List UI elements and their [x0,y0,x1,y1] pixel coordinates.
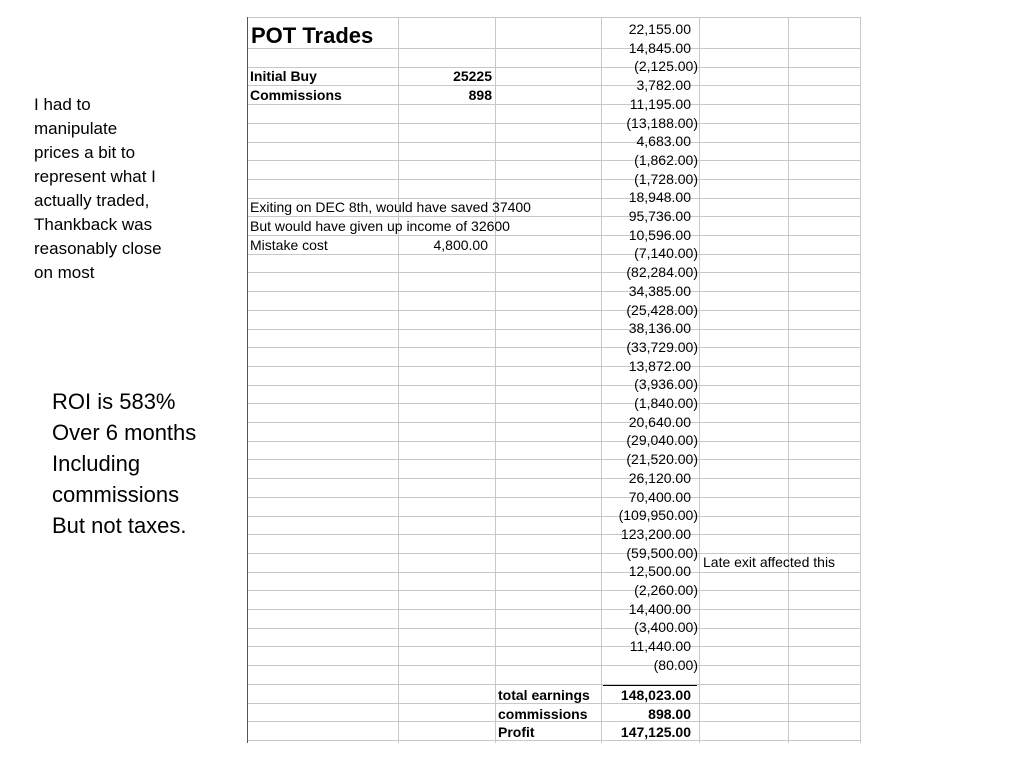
trade-value: 34,385.00 [628,282,691,299]
trade-value: 70,400.00 [628,488,691,505]
trade-value: (82,284.00) [626,264,698,281]
trade-value: (1,840.00) [634,395,698,411]
trade-value: (29,040.00) [626,432,698,449]
gridline [247,478,860,479]
trade-value: (13,188.00) [626,114,698,131]
trade-value: 3,782.00 [636,77,691,94]
exit-note: Exiting on DEC 8th, would have saved 37400 [250,199,531,215]
trade-value: 38,136.00 [628,320,691,337]
profit-label: Profit [498,724,535,740]
gridline [247,534,860,535]
trade-value: (2,260.00) [634,582,698,598]
gridline [247,441,860,442]
gridline [495,17,496,743]
gridline [247,67,860,68]
gridline [247,665,860,666]
gridline [247,572,860,573]
trade-value: (1,728.00) [634,170,698,187]
mistake-cost-value: 4,800.00 [433,237,488,253]
trade-value: 11,440.00 [629,638,691,655]
trade-value: 95,736.00 [628,208,691,224]
initial-buy-label: Initial Buy [250,68,317,84]
gridline [247,347,860,348]
gridline [699,17,700,743]
gridline [247,497,860,498]
gridline [247,684,860,685]
gridline [247,459,860,460]
gridline [247,254,860,255]
mistake-cost-label: Mistake cost [250,237,328,253]
total-earnings-value: 148,023.00 [620,687,691,703]
gridline [247,17,860,18]
trade-value: 20,640.00 [628,413,691,430]
gridline [247,628,860,629]
gridline [860,17,861,743]
gridline [247,291,860,292]
trade-value: (3,400.00) [634,619,698,636]
gridline [247,403,860,404]
gridline [247,160,860,161]
trade-value: 4,683.00 [636,133,691,150]
trade-value: 26,120.00 [628,469,691,486]
trade-value: 10,596.00 [628,226,691,243]
trade-value: 22,155.00 [628,21,691,37]
late-exit-note: Late exit affected this [703,554,836,570]
trade-note: I had to manipulate prices a bit to represent what I actually traded, Thankback was reasonably close on most [34,95,162,282]
trade-value: (109,950.00) [618,507,698,524]
trade-value: 13,872.00 [628,357,691,374]
gridline [247,366,860,367]
pot-trades-spreadsheet [247,17,860,743]
initial-buy-value: 25225 [453,68,492,84]
gridline [247,646,860,647]
gridline [247,516,860,517]
trade-value: (21,520.00) [626,451,698,468]
total-earnings-label: total earnings [498,687,590,703]
trade-value: 14,400.00 [628,600,691,617]
trade-value: (3,936.00) [634,376,698,393]
gridline [247,310,860,311]
trade-value: (2,125.00) [634,58,698,75]
trade-value: 14,845.00 [628,39,691,56]
roi-summary-note: ROI is 583% Over 6 months Including commissions But not taxes. [52,389,197,538]
trade-value: (7,140.00) [634,245,698,262]
trade-value: 18,948.00 [628,189,691,206]
gridline [247,17,248,743]
trade-value: (1,862.00) [634,151,698,168]
gridline [247,272,860,273]
trade-value: (33,729.00) [626,338,698,355]
trade-value: 11,195.00 [629,95,691,112]
income-note: But would have given up income of 32600 [250,218,510,234]
gridline [247,123,860,124]
gridline [247,740,860,741]
gridline [601,17,602,743]
total-commissions-value: 898.00 [648,706,691,722]
total-commissions-label: commissions [498,706,588,722]
trade-value: (25,428.00) [626,301,698,318]
gridline [247,609,860,610]
commissions-value: 898 [468,87,492,103]
trade-value: (80.00) [653,656,698,673]
gridline [398,17,399,743]
sheet-title: POT Trades [251,23,374,48]
gridline [788,17,789,743]
trade-value: (59,500.00) [626,544,698,561]
trade-value: 123,200.00 [620,525,691,542]
gridline [247,590,860,591]
gridline [247,179,860,180]
gridline [247,142,860,143]
gridline [247,422,860,423]
gridline [247,385,860,386]
profit-value: 147,125.00 [620,724,691,740]
trade-value: 12,500.00 [628,563,691,580]
commissions-label: Commissions [250,87,342,103]
gridline [247,329,860,330]
